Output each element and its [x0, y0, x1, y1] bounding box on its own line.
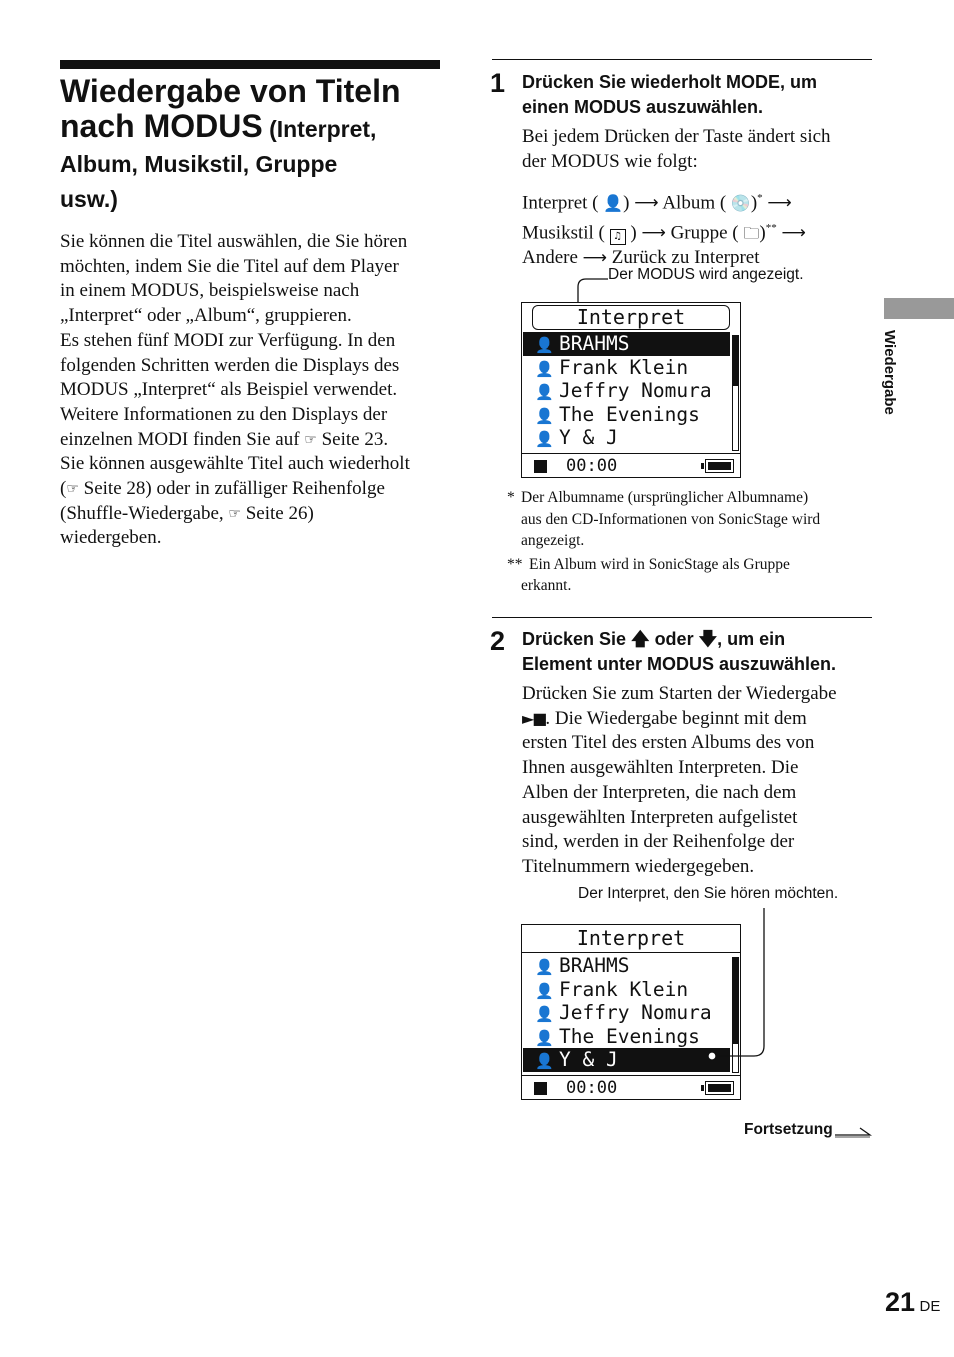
step-2-body-line: Titelnummern wiedergegeben.: [522, 855, 755, 877]
step-2-number: 2: [490, 626, 506, 656]
title-line-2-main: nach MODUS: [60, 108, 263, 144]
arrow-up-icon: 🡅: [631, 629, 650, 650]
intro-line: [60, 502, 445, 527]
footnote-2: [507, 554, 877, 597]
section-label: [881, 330, 912, 430]
screen-1-caption: Der MODUS wird angezeigt.: [608, 266, 804, 283]
intro-text-part: einzelnen MODI finden Sie auf: [60, 428, 305, 450]
screen-header: Interpret: [532, 305, 730, 330]
step-2-rule: [492, 617, 872, 618]
artist-icon: 👤: [535, 1005, 554, 1023]
page-reference-icon: ☞: [304, 431, 317, 448]
artist-icon: 👤: [535, 1028, 554, 1047]
step-2-body-line: Drücken Sie zum Starten der Wiedergabe: [522, 683, 837, 704]
screen-header: Interpret: [522, 925, 740, 953]
folder-icon: 🗀: [743, 223, 760, 243]
battery-icon: [705, 459, 734, 473]
step-2-body-line: ersten Titel des ersten Albums des von: [522, 732, 815, 754]
step-2-heading-line: Element unter MODUS auszuwählen.: [522, 654, 837, 674]
continuation-label: Fortsetzung: [744, 1121, 833, 1138]
artist-name: BRAHMS: [559, 954, 630, 977]
elapsed-time: 00:00: [566, 456, 618, 476]
step-2-body-line: ausgewählten Interpreten aufgelistet: [522, 806, 798, 828]
intro-line: folgenden Schritten werden die Displays des: [60, 354, 400, 376]
step-2-body: [522, 682, 882, 880]
intro-line: [60, 477, 445, 502]
step-2-heading: [522, 627, 882, 677]
artist-icon: 👤: [535, 981, 554, 1000]
arrow-right-icon: ⟶: [641, 223, 666, 244]
title-line-3: Album, Musikstil, Gruppe: [60, 151, 338, 177]
artist-icon: 👤: [535, 359, 554, 378]
heading-part: , um ein: [717, 629, 786, 649]
step-2-body-line: Alben der Interpreten, die nach dem: [522, 781, 797, 803]
intro-text-part: (: [60, 478, 67, 500]
genre-icon: ♫: [610, 229, 626, 245]
caption-leader-line: [570, 272, 610, 304]
page-reference-link[interactable]: Seite 28) oder in zufälliger Reihenfolge: [78, 478, 385, 500]
step-1-number: 1: [490, 68, 506, 98]
title-rule: [60, 60, 440, 69]
intro-line: [60, 428, 445, 453]
step-1-body-line: Bei jedem Drücken der Taste ändert sich: [522, 126, 831, 147]
stop-icon: [534, 460, 547, 473]
artist-icon: 👤: [535, 430, 554, 448]
page-reference-link[interactable]: Seite 23.: [316, 428, 389, 450]
screen-list-item[interactable]: [523, 1025, 730, 1049]
arrow-right-icon: ⟶: [634, 193, 659, 214]
screen-list-item[interactable]: [523, 332, 730, 356]
battery-icon: [705, 1081, 734, 1095]
footnote-line: Der Albumname (ursprünglicher Albumname): [521, 489, 809, 506]
page-reference-icon: ☞: [228, 505, 241, 522]
scrollbar: [732, 335, 739, 451]
mode-sequence: [522, 186, 882, 271]
page-reference-icon: ☞: [66, 481, 79, 498]
footnote-line: erkannt.: [521, 577, 572, 594]
mode-album-label: Album (: [662, 192, 727, 214]
arrow-right-icon: ⟶: [781, 223, 806, 244]
footnote-mark: *: [757, 192, 763, 204]
arrow-right-icon: ⟶: [767, 193, 792, 214]
mode-genre-label: Musikstil (: [522, 222, 605, 244]
screen-list: [523, 332, 730, 450]
screen-list-item[interactable]: [523, 1048, 730, 1072]
intro-line: „Interpret“ oder „Album“, gruppieren.: [60, 305, 352, 327]
continuation-arrow-icon: [834, 1126, 872, 1138]
display-screen-1: [521, 302, 741, 478]
heading-part: oder: [649, 629, 699, 649]
stop-icon: [534, 1082, 547, 1095]
arrow-right-icon: ⟶: [582, 248, 608, 269]
step-1-heading-line: einen MODUS auszuwählen.: [522, 97, 764, 117]
mode-sequence-line: Interpret ( 👤) ⟶ Album ( 💿)* ⟶: [522, 186, 882, 216]
intro-text: [60, 230, 445, 551]
step-1-body-line: der MODUS wie folgt:: [522, 150, 698, 172]
screen-status-bar: [522, 1075, 740, 1100]
intro-line: in einem MODUS, beispielsweise nach: [60, 280, 360, 302]
step-2-body-line: sind, werden in der Reihenfolge der: [522, 831, 795, 853]
step-1-heading-line: Drücken Sie wiederholt MODE, um: [522, 72, 818, 92]
intro-line: Sie können die Titel auswählen, die Sie hören: [60, 231, 408, 252]
screen-list-item[interactable]: [523, 1001, 730, 1025]
artist-name: Y & J: [559, 1048, 618, 1071]
mode-sequence-line: Musikstil ( ♫ ) ⟶ Gruppe ( 🗀)** ⟶: [522, 216, 882, 246]
screen-list-item[interactable]: [523, 978, 730, 1002]
mode-other-label: Andere: [522, 247, 578, 269]
scrollbar-thumb: [733, 336, 738, 386]
body-text-part: . Die Wiedergabe beginnt mit dem: [545, 707, 807, 729]
intro-line: möchten, indem Sie die Titel auf dem Player: [60, 255, 399, 277]
page-title: [60, 74, 450, 217]
artist-icon: 👤: [535, 336, 554, 354]
footnote-line: Ein Album wird in SonicStage als Gruppe: [529, 555, 790, 573]
screen-status-bar: [522, 453, 740, 478]
artist-name: Frank Klein: [559, 977, 689, 1001]
artist-name: The Evenings: [559, 1024, 700, 1048]
caption-leader-line: [700, 900, 770, 1065]
artist-icon: 👤: [535, 1052, 554, 1070]
mode-interpret-label: Interpret (: [522, 192, 599, 214]
screen-2-caption: Der Interpret, den Sie hören möchten.: [578, 885, 839, 902]
intro-line: wiedergeben.: [60, 527, 162, 549]
person-icon: 👤: [603, 193, 624, 213]
footnote-mark: *: [507, 489, 515, 506]
screen-list-item[interactable]: [523, 954, 730, 978]
footnotes: [507, 487, 877, 597]
footnote-line: angezeigt.: [521, 532, 585, 549]
screen-list-item[interactable]: [523, 403, 730, 427]
artist-name: Jeffry Nomura: [559, 1001, 712, 1024]
step-2-body-line: Ihnen ausgewählten Interpreten. Die: [522, 757, 799, 779]
artist-icon: 👤: [535, 958, 554, 976]
mode-return-label: Zurück zu Interpret: [611, 247, 760, 269]
artist-name: Y & J: [559, 426, 618, 449]
intro-line: Weitere Informationen zu den Displays der: [60, 403, 388, 425]
artist-name: BRAHMS: [559, 332, 630, 355]
screen-list-item[interactable]: [523, 379, 730, 403]
footnote-mark: **: [507, 555, 523, 573]
elapsed-time: 00:00: [566, 1078, 618, 1098]
screen-list: [523, 954, 730, 1072]
page-language: DE: [919, 1298, 941, 1315]
step-1-heading: [522, 70, 882, 120]
disc-icon: 💿: [730, 193, 751, 213]
mode-group-label: Gruppe (: [670, 222, 739, 244]
footnote-1: [507, 487, 877, 552]
screen-list-item[interactable]: [523, 356, 730, 380]
step-2-body-line: [522, 707, 882, 732]
intro-line: Es stehen fünf MODI zur Verfügung. In den: [60, 329, 396, 351]
page-number-value: 21: [885, 1287, 916, 1317]
step-1-rule: [492, 59, 872, 60]
artist-icon: 👤: [535, 406, 554, 425]
step-2-heading-line: [522, 627, 882, 652]
screen-list-item[interactable]: [523, 426, 730, 450]
title-line-1: Wiedergabe von Titeln: [60, 73, 401, 109]
page-number: [885, 1287, 940, 1318]
artist-name: Frank Klein: [559, 355, 689, 379]
intro-text-part: (Shuffle-Wiedergabe,: [60, 502, 229, 524]
artist-name: The Evenings: [559, 402, 700, 426]
step-1-body: [522, 125, 882, 174]
artist-icon: 👤: [535, 383, 554, 401]
title-line-2: [60, 109, 450, 147]
section-tab: [884, 298, 954, 319]
artist-name: Jeffry Nomura: [559, 379, 712, 402]
intro-line: MODUS „Interpret“ als Beispiel verwendet.: [60, 379, 398, 401]
page-reference-link[interactable]: Seite 26): [240, 502, 314, 524]
heading-part: Drücken Sie: [522, 629, 632, 649]
title-line-4: usw.): [60, 186, 118, 212]
title-line-2-sub: (Interpret,: [262, 116, 377, 142]
play-stop-icon: ►■: [522, 708, 546, 728]
intro-line: Sie können ausgewählte Titel auch wiederholt: [60, 453, 410, 475]
footnote-line: aus den CD-Informationen von SonicStage wird: [521, 510, 821, 528]
section-label-text: Wiedergabe: [881, 330, 898, 415]
arrow-down-icon: 🡇: [698, 629, 718, 650]
footnote-mark: **: [765, 222, 777, 235]
